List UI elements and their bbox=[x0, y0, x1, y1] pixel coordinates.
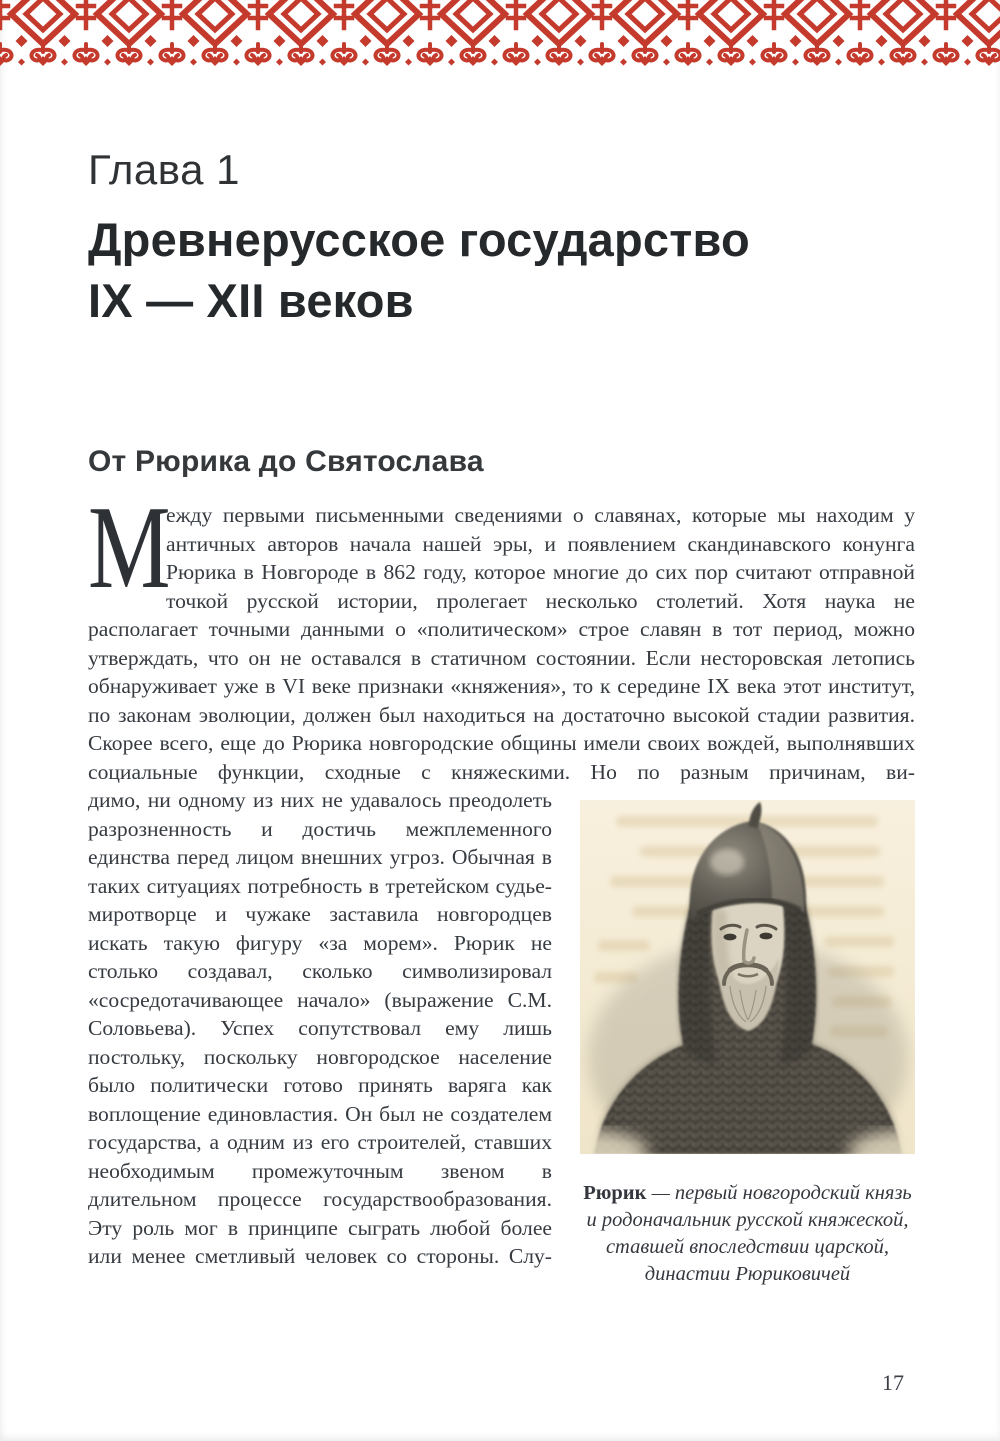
figure-caption bbox=[580, 1180, 915, 1288]
figure-caption-text: — первый новгородский князь и родоначальник русской княжеской, ставшей впоследствии царской, династии Рюриковичей bbox=[586, 1182, 912, 1285]
paragraph-continued: димо, ни одному из них не удавалось преодолеть разрозненность и достичь межплеменного единства перед лицом внешних угроз. Обычная в таких ситуациях потребность в третейском судье-миротворце и чужаке заставила новгородцев искать такую фигуру «за морем». Рюрик не столько создавал, сколько символизировал «сосредотачивающее начало» (выражение С.М. Соловьева). Успех сопутствовал ему лишь постольку, поскольку новгородское население было политически готово принять варяга как воплощение единовластия. Он был не создателем государства, а одним из его строителей, ставших необходимым промежуточным звеном в длительном процессе государствообразования. Эту роль мог в принципе сыграть любой более или менее сметливый человек со стороны. Слу- bbox=[88, 788, 552, 1268]
body-text bbox=[88, 481, 915, 1288]
figure-caption-name: Рюрик bbox=[583, 1182, 647, 1204]
chapter-title-line1: Древнерусское государство bbox=[88, 213, 750, 266]
drop-cap: М bbox=[88, 481, 171, 613]
rurik-figure bbox=[580, 800, 915, 1288]
ornament-border bbox=[0, 0, 1000, 66]
paragraph-lead bbox=[88, 481, 915, 786]
rurik-portrait bbox=[580, 800, 915, 1154]
slavic-pattern-icon bbox=[0, 0, 1000, 66]
section-title: От Рюрика до Святослава bbox=[88, 445, 484, 478]
chapter-label: Глава 1 bbox=[88, 146, 240, 193]
rurik-engraving-icon bbox=[580, 800, 915, 1154]
paragraph-lead-text: ежду первыми письменными сведениями о славянах, которые мы находим у античных авторов начала нашей эры, и появлением скандинавского конунга Рюрика в Новгороде в 862 году, которое многие до сих пор считают отправной точкой русской истории, пролегает несколько столетий. Хотя наука не располагает точными данными о «политическом» строе славян в тот период, можно утверждать, что он не оставался в статичном состоянии. Если несторовская летопись обнаруживает уже в VI веке признаки «княжения», то к середине IX века этот институт, по законам эволюции, должен был находиться на достаточно высокой стадии развития. Скорее всего, еще до Рюрика новгородские общины имели своих вождей, выполнявших социальные функции, сходные с княжескими. Но по разным причинам, ви- bbox=[88, 503, 915, 784]
page-number: 17 bbox=[882, 1370, 904, 1395]
text-figure-flow bbox=[88, 786, 915, 1288]
chapter-title-line2: IX — XII веков bbox=[88, 274, 414, 327]
chapter-title bbox=[88, 209, 915, 331]
